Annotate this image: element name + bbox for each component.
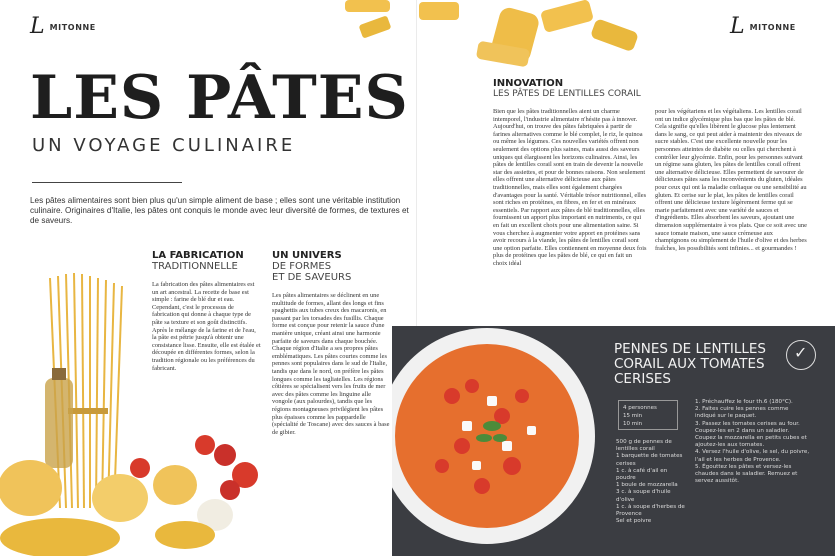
intro-text: Les pâtes alimentaires sont bien plus qu'un simple aliment de base ; elles sont une véritable institution culinaire. Originaires d'Italie, les pâtes ont conquis le monde avec leur diversité de formes, de textures et de saveurs. bbox=[30, 196, 409, 225]
univers-heading-3: ET DE SAVEURS bbox=[272, 272, 352, 283]
innovation-heading-1: INNOVATION bbox=[493, 78, 564, 89]
fabrication-heading bbox=[152, 250, 244, 272]
brand-name-right: MITONNE bbox=[749, 22, 796, 32]
brand-logo-right bbox=[730, 16, 796, 38]
divider bbox=[32, 182, 182, 183]
univers-body: Les pâtes alimentaires se déclinent en une multitude de formes, allant des longs et fins spaghettis aux tubes creux des macaronis, en passant par les torsades des fusillis. Chaque forme est conçue pour retenir la sauce d'une manière unique, créant ainsi une harmonie parfaite de saveurs dans chaque bouchée. Chaque région d'Italie a ses propres pâtes emblématiques. Les pâtes courtes comme les pennes sont populaires dans le sud de l'Italie, tandis que dans le nord, on préfère les pâtes longues comme les tagliatelles. Les régions côtières se spécialisent vers les fruits de mer avec des pâtes comme les linguine alle vongole (aux palourdes), tandis que les régions montagneuses privilégient les pâtes plus épaisses comme les pappardelle (spécialité de Toscane) avec des sauces à base de gibier. bbox=[272, 292, 390, 436]
pasta-shapes-image bbox=[417, 0, 677, 80]
innovation-heading-2: LES PÂTES DE LENTILLES CORAIL bbox=[493, 89, 641, 99]
brand-mark-right: L bbox=[730, 14, 745, 39]
univers-heading-1: UN UNIVERS bbox=[272, 250, 342, 261]
step-item: 4. Versez l'huile d'olive, le sel, du poivre, l'ail et les herbes de Provence. bbox=[695, 449, 810, 463]
ingredient-item: 1 barquette de tomates cerises bbox=[616, 453, 683, 467]
recipe-info-box bbox=[618, 400, 678, 430]
innovation-col-2: pour les végétariens et les végétaliens. Les lentilles corail ont un indice glycémique plus bas que les pâtes de blé. Cela signifie qu'elles libèrent le glucose plus lentement dans le sang, ce qui peut aider à maintenir des niveaux de sucre stables. C'est une excellente nouvelle pour les personnes atteintes de diabète ou celles qui cherchent à contrôler leur glycémie. Enfin, pour les personnes suivant un régime sans gluten, les pâtes de lentilles corail offrent une alternative délicieuse. Elles permettent de savourer de délicieuses pâtes sans les inconvénients du gluten, idéales pour ceux qui ont la maladie cœliaque ou une sensibilité au gluten. Et cerise sur le plat, les pâtes de lentilles corail offrent une délicieuse texture légèrement ferme qui se marie parfaitement avec une variété de sauces et d'ingrédients. Elles absorbent les saveurs, ajoutant une dimension supplémentaire à vos plats. Que ce soit avec une sauce tomate maison, une sauce crémeuse aux champignons ou simplement de l'huile d'olive et des herbes fraîches, les possibilités sont infinies... et gourmandes ! bbox=[655, 108, 807, 252]
recipe-title: PENNES DE LENTILLES CORAIL AUX TOMATES CERISES bbox=[614, 341, 766, 387]
step-item: 5. Égouttez les pâtes et versez-les chaudes dans le saladier. Remuez et servez aussitôt. bbox=[695, 463, 798, 485]
fabrication-body: La fabrication des pâtes alimentaires est un art ancestral. La recette de base est simple : farine de blé dur et eau. Cependant, c'est le processus de fabrication qui donne à chaque type de pâte sa texture et son goût distinctifs. Après le mélange de la farine et de l'eau, la pâte est pétrie jusqu'à obtenir une consistance lisse. Ensuite, elle est étalée et découpée en différentes formes, selon la tradition régionale ou les préférences du fabricant. bbox=[152, 281, 261, 372]
veggie-badge-icon bbox=[786, 340, 816, 370]
ingredient-item: 1 c. à soupe d'herbes de Provence bbox=[616, 503, 685, 518]
ingredient-item: 1 boule de mozzarella bbox=[616, 482, 678, 489]
fabrication-heading-2: TRADITIONNELLE bbox=[152, 261, 238, 272]
recipe-steps bbox=[695, 399, 810, 485]
left-page bbox=[0, 0, 417, 556]
pasta-still-life-image bbox=[0, 268, 150, 556]
step-item: 1. Préchauffez le four th.6 (180°C). bbox=[695, 399, 793, 405]
fabrication-heading-1: LA FABRICATION bbox=[152, 250, 244, 261]
pasta-plate-image bbox=[392, 326, 607, 556]
page-subtitle: UN VOYAGE CULINAIRE bbox=[32, 135, 296, 156]
page-title: LES PÂTES bbox=[30, 63, 409, 133]
cook-time: 10 min bbox=[623, 421, 643, 427]
univers-heading bbox=[272, 250, 351, 283]
ingredients-list bbox=[616, 439, 686, 525]
step-item: 2. Faites cuire les pennes comme indiqué sur le paquet. bbox=[695, 406, 789, 420]
univers-heading-2: DE FORMES bbox=[272, 261, 332, 272]
prep-time: 15 min bbox=[623, 413, 643, 419]
brand-name: MITONNE bbox=[49, 22, 96, 32]
ingredient-item: 500 g de pennes de lentilles corail bbox=[616, 439, 672, 453]
brand-logo bbox=[30, 16, 96, 38]
ingredient-item: 3 c. à soupe d'huile d'olive bbox=[616, 489, 671, 503]
pasta-top-image bbox=[250, 0, 417, 70]
ingredient-item: 1 c. à café d'ail en poudre bbox=[616, 467, 668, 482]
innovation-col-1: Bien que les pâtes traditionnelles aient un charme intemporel, l'industrie alimentaire n'hésite pas à innover. Aujourd'hui, on trouve des pâtes fabriquées à partir de farines alternatives comme le blé complet, le riz, le quinoa ou même les légumes. Ces nouvelles variétés offrent non seulement des options plus saines, mais aussi des saveurs uniques qui élargissent les horizons culinaires. Ainsi, les pâtes de lentilles corail sont en train de devenir la nouvelle star des assiettes, et pour de bonnes raisons. Non seulement elles offrent une alternative délicieuse aux pâtes traditionnelles, mais elles sont également chargées d'avantages pour la santé. Véritable trésor nutritionnel, elles sont riches en protéines, en fibres, en fer et en minéraux essentiels. Par rapport aux pâtes de blé traditionnelles, elles fournissent un apport plus important en nutriments, ce qui en fait un excellent choix pour une alimentation saine. Si vous cherchez à augmenter votre apport en protéines sans avoir recours à la viande, les pâtes de lentilles corail sont une option parfaite. Elles contiennent en moyenne deux fois plus de protéines que les pâtes de blé, ce qui en fait un choix idéal bbox=[493, 108, 647, 267]
innovation-heading bbox=[493, 78, 641, 99]
recipe-panel bbox=[392, 326, 835, 556]
tomatoes-garlic-image bbox=[150, 415, 280, 556]
ingredient-item: Sel et poivre bbox=[616, 518, 652, 525]
step-item: 3. Passez les tomates cerises au four. Coupez-les en 2 dans un saladier. Coupez la mozzarella en petits cubes et ajoutez-les aux tomates. bbox=[695, 420, 807, 449]
servings: 4 personnes bbox=[623, 405, 657, 411]
brand-mark: L bbox=[30, 14, 45, 39]
